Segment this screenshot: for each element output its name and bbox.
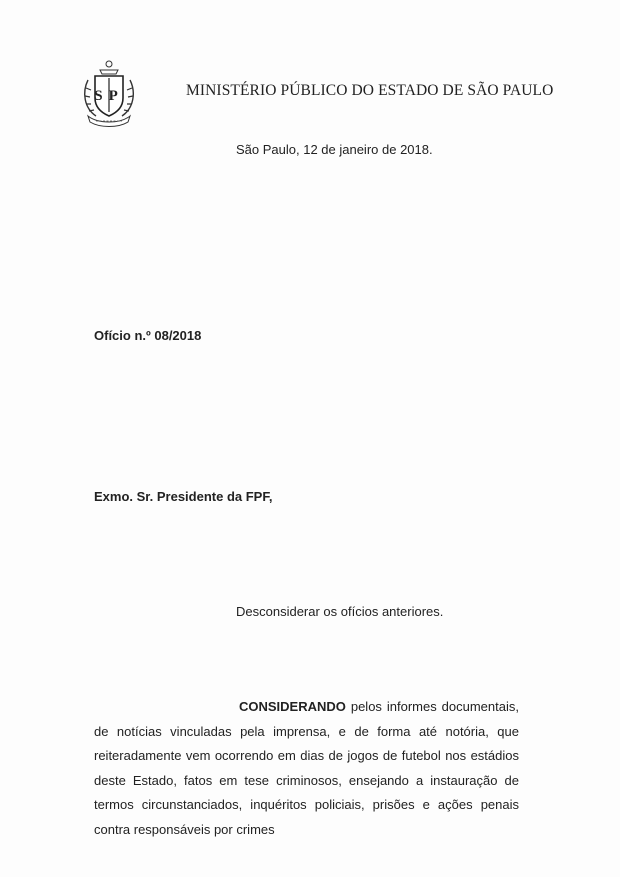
place-and-date: São Paulo, 12 de janeiro de 2018. (236, 142, 433, 157)
institution-title: MINISTÉRIO PÚBLICO DO ESTADO DE SÃO PAULO (186, 82, 554, 99)
subject-line: Desconsiderar os ofícios anteriores. (236, 604, 444, 619)
body-paragraph-text: pelos informes documentais, de notícias vinculadas pela imprensa, e de forma até notória, que reiteradamente vem ocorrendo em dias de jogos de futebol nos estádios deste Estado, fatos em tese criminosos, ensejando a instauração de termos circunstanciados, inquéritos policiais, prisões e ações penais contra responsáveis por crimes (94, 699, 519, 837)
sao-paulo-coat-of-arms-icon (78, 58, 140, 128)
document-reference: Ofício n.º 08/2018 (94, 328, 202, 343)
body-lead-word: CONSIDERANDO (239, 699, 346, 714)
body-paragraph (94, 695, 519, 843)
seal-letters: SP (94, 88, 124, 104)
addressee-line: Exmo. Sr. Presidente da FPF, (94, 489, 273, 504)
